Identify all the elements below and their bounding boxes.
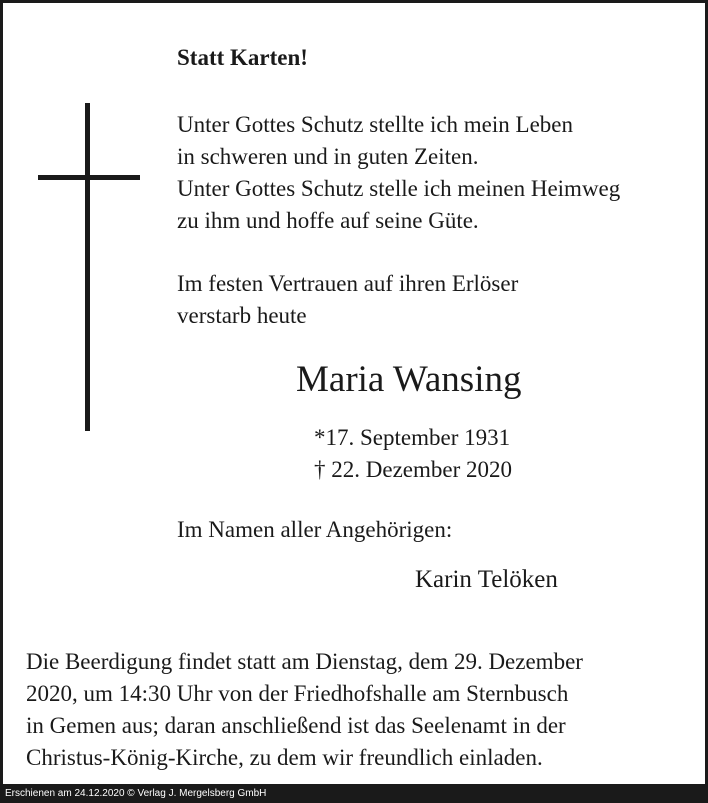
intro-block [177,268,518,332]
verse-line: Unter Gottes Schutz stelle ich meinen Heimweg [177,176,621,201]
cross-horizontal-bar [38,175,140,180]
funeral-line: in Gemen aus; daran anschließend ist das Seelenamt in der [26,713,566,738]
cross-vertical-bar [85,103,90,431]
verse-line: Unter Gottes Schutz stellte ich mein Leben [177,112,573,137]
life-dates [314,422,512,486]
funeral-details [26,646,690,774]
verse-block [177,109,620,237]
funeral-line: Die Beerdigung findet statt am Dienstag, dem 29. Dezember [26,649,583,674]
signatory-name: Karin Telöken [415,566,558,593]
deceased-name: Maria Wansing [296,359,522,400]
verse-line: zu ihm und hoffe auf seine Güte. [177,208,479,233]
intro-line: Im festen Vertrauen auf ihren Erlöser [177,271,519,296]
funeral-line: 2020, um 14:30 Uhr von der Friedhofshalle am Sternbusch [26,681,569,706]
birth-date: *17. September 1931 [314,425,511,450]
verse-line: in schweren und in guten Zeiten. [177,144,479,169]
notice-heading: Statt Karten! [177,45,308,70]
cross-icon [38,103,140,431]
family-intro: Im Namen aller Angehörigen: [177,517,453,542]
death-date: † 22. Dezember 2020 [314,457,512,482]
funeral-line: Christus-König-Kirche, zu dem wir freundlich einladen. [26,745,543,770]
intro-line: verstarb heute [177,303,307,328]
publication-footer: Erschienen am 24.12.2020 © Verlag J. Mergelsberg GmbH [0,784,708,803]
